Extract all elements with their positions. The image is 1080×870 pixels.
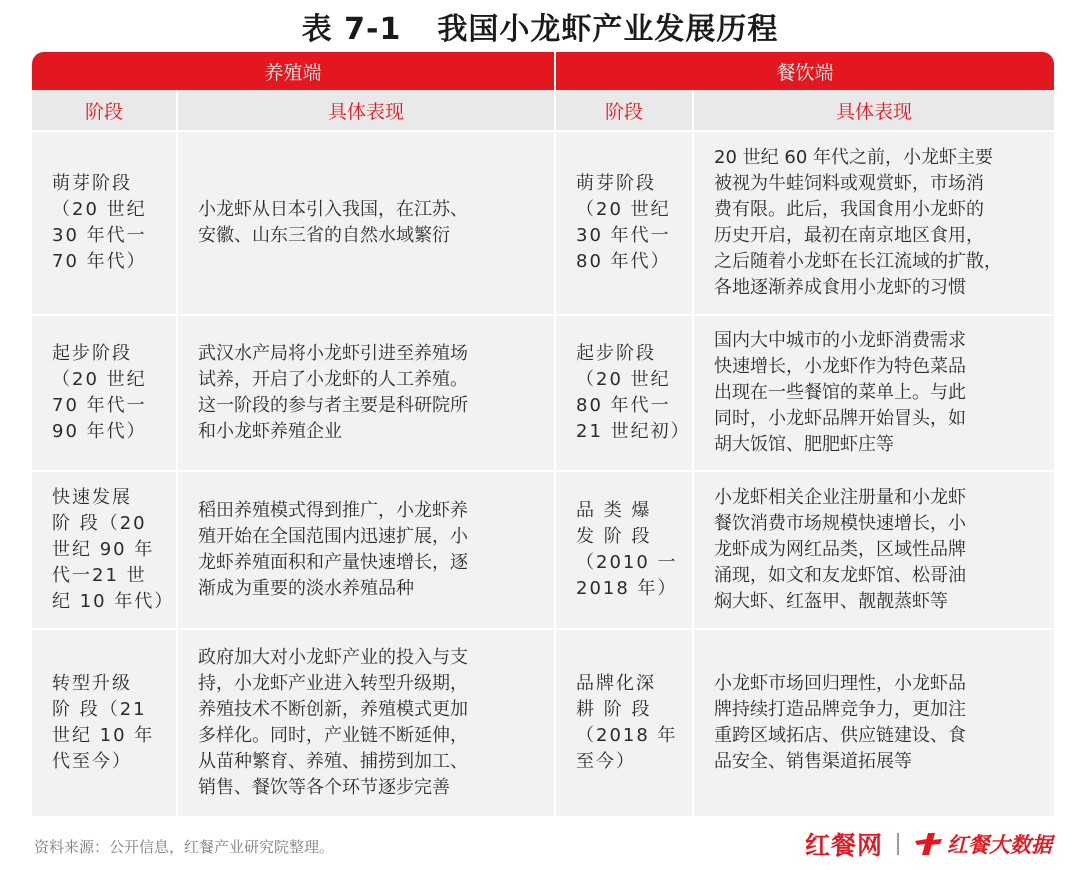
farm-desc-text: 小龙虾从日本引入我国，在江苏、 安徽、山东三省的自然水域繁衍 [198, 199, 468, 246]
farm-desc-cell [178, 130, 556, 314]
food-stage-text: 品 类 爆 发 阶 段 （2010 一 2018 年） [576, 500, 678, 599]
food-stage-text: 品牌化深 耕 阶 段 （2018 年 至今） [576, 673, 678, 772]
hongcan-data-logo-icon [913, 831, 943, 857]
food-desc-text: 小龙虾市场回归理性，小龙虾品 牌持续打造品牌竞争力，更加注 重跨区域拓店、供应链建设、食 品安全、销售渠道拓展等 [714, 673, 967, 772]
column-header-stage: 阶段 [556, 90, 694, 130]
table-row [32, 314, 1054, 470]
column-header-performance: 具体表现 [694, 90, 1054, 130]
food-desc-text: 国内大中城市的小龙虾消费需求 快速增长，小龙虾作为特色菜品 出现在一些餐馆的菜单上。与此 同时，小龙虾品牌开始冒头，如 胡大饭馆、肥肥虾庄等 [714, 330, 967, 455]
table-title-text: 我国小龙虾产业发展历程 [437, 12, 779, 47]
table-row [32, 130, 1054, 314]
farm-stage-text: 起步阶段 （20 世纪 70 年代一 90 年代） [52, 343, 147, 442]
column-header-stage: 阶段 [32, 90, 178, 130]
farm-stage-text: 快速发展 阶 段（20 世纪 90 年 代一21 世 纪 10 年代） [52, 487, 175, 612]
brand-logos [805, 826, 1052, 862]
farm-stage-text: 萌芽阶段 （20 世纪 30 年代一 70 年代） [52, 173, 147, 272]
crayfish-industry-table [32, 52, 1054, 816]
section-farming: 养殖端 [32, 52, 556, 90]
hongcan-logo-text: 红餐网 [804, 831, 883, 860]
food-stage-cell [556, 470, 694, 628]
food-stage-text: 萌芽阶段 （20 世纪 30 年代一 80 年代） [576, 173, 671, 272]
section-header-row [32, 52, 1054, 90]
farm-desc-cell [178, 314, 556, 470]
table-number: 表 7-1 [301, 12, 402, 47]
table-row [32, 628, 1054, 816]
farm-stage-cell [32, 130, 178, 314]
farm-desc-text: 稻田养殖模式得到推广，小龙虾养 殖开始在全国范围内迅速扩展，小 龙虾养殖面积和产量快速增长，逐 渐成为重要的淡水养殖品种 [198, 500, 468, 599]
food-desc-cell [694, 628, 1054, 816]
farm-desc-text: 武汉水产局将小龙虾引进至养殖场 试养，开启了小龙虾的人工养殖。 这一阶段的参与者主要是科研院所 和小龙虾养殖企业 [198, 343, 468, 442]
section-catering: 餐饮端 [556, 52, 1054, 90]
farm-stage-text: 转型升级 阶 段（21 世纪 10 年 代至今） [52, 673, 155, 772]
farm-stage-cell [32, 470, 178, 628]
hongcan-data-logo-text: 红餐大数据 [947, 833, 1052, 857]
food-desc-text: 20 世纪 60 年代之前，小龙虾主要 被视为牛蛙饲料或观赏虾，市场消 费有限。此后，我国食用小龙虾的 历史开启，最初在南京地区食用， 之后随着小龙虾在长江流域的扩散， 各地逐渐养成食用小龙虾的习惯 [714, 147, 1003, 298]
food-desc-cell [694, 470, 1054, 628]
food-stage-cell [556, 628, 694, 816]
table-row [32, 470, 1054, 628]
food-stage-text: 起步阶段 （20 世纪 80 年代一 21 世纪初） [576, 343, 691, 442]
farm-desc-cell [178, 628, 556, 816]
food-desc-cell [694, 130, 1054, 314]
farm-stage-cell [32, 628, 178, 816]
brand-divider [897, 833, 899, 855]
food-stage-cell [556, 130, 694, 314]
table-title [0, 4, 1080, 48]
farm-stage-cell [32, 314, 178, 470]
food-desc-text: 小龙虾相关企业注册量和小龙虾 餐饮消费市场规模快速增长，小 龙虾成为网红品类，区域性品牌 涌现，如文和友龙虾馆、松哥油 焖大虾、红盔甲、靓靓蒸虾等 [714, 487, 967, 612]
column-header-row [32, 90, 1054, 130]
food-stage-cell [556, 314, 694, 470]
food-desc-cell [694, 314, 1054, 470]
column-header-performance: 具体表现 [178, 90, 556, 130]
source-note: 资料来源：公开信息，红餐产业研究院整理。 [34, 838, 335, 856]
farm-desc-text: 政府加大对小龙虾产业的投入与支 持，小龙虾产业进入转型升级期， 养殖技术不断创新，养殖模式更加 多样化。同时，产业链不断延伸， 从苗种繁育、养殖、捕捞到加工、 销售、餐饮等各个环节逐步完善 [198, 647, 468, 798]
farm-desc-cell [178, 470, 556, 628]
